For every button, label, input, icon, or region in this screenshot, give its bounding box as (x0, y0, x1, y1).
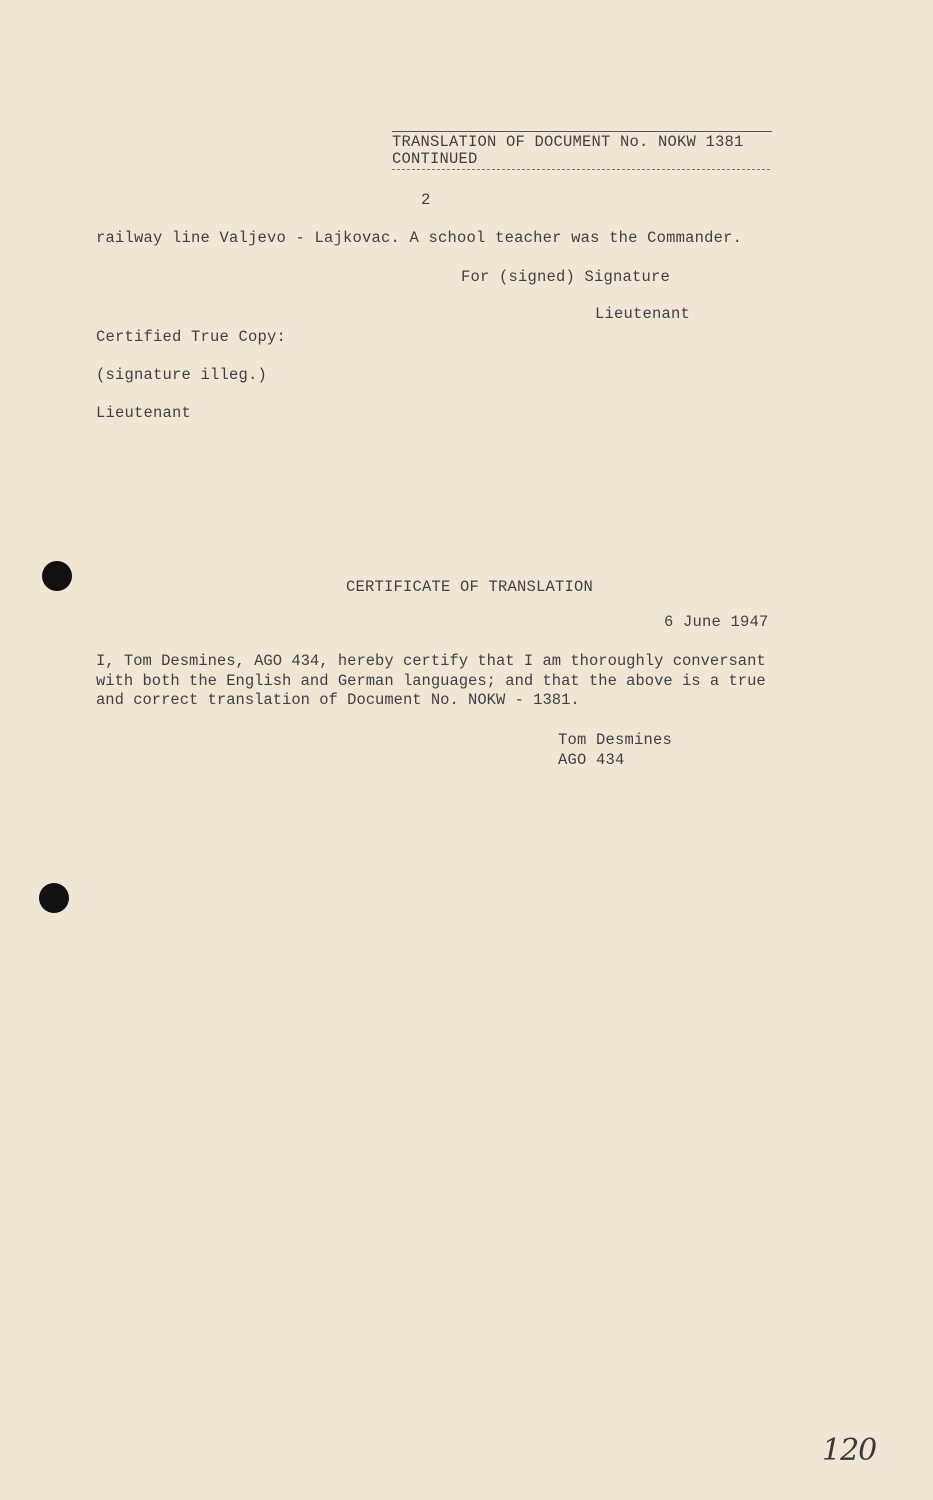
translator-id: AGO 434 (558, 751, 625, 769)
certificate-paragraph (96, 652, 766, 711)
certified-rank: Lieutenant (96, 404, 192, 422)
certified-signature: (signature illeg.) (96, 366, 268, 384)
handwritten-page-number: 120 (822, 1433, 877, 1468)
continued-label: CONTINUED (392, 150, 770, 170)
certificate-line: with both the English and German languages; and that the above is a true (96, 671, 766, 690)
signed-rank: Lieutenant (595, 305, 691, 323)
page-number: 2 (421, 191, 431, 209)
certificate-title: CERTIFICATE OF TRANSLATION (346, 578, 594, 596)
signed-for: For (signed) Signature (461, 268, 671, 286)
certificate-line: and correct translation of Document No. NOKW - 1381. (96, 691, 580, 709)
certificate-line: I, Tom Desmines, AGO 434, hereby certify that I am thoroughly conversant (96, 652, 766, 670)
translator-name: Tom Desmines (558, 731, 673, 749)
body-line-1: railway line Valjevo - Lajkovac. A school teacher was the Commander. (96, 229, 743, 247)
document-title: TRANSLATION OF DOCUMENT No. NOKW 1381 (392, 131, 772, 151)
certified-copy-label: Certified True Copy: (96, 328, 287, 346)
punch-hole-top (42, 561, 72, 591)
punch-hole-bottom (39, 883, 69, 913)
certificate-date: 6 June 1947 (664, 613, 769, 631)
